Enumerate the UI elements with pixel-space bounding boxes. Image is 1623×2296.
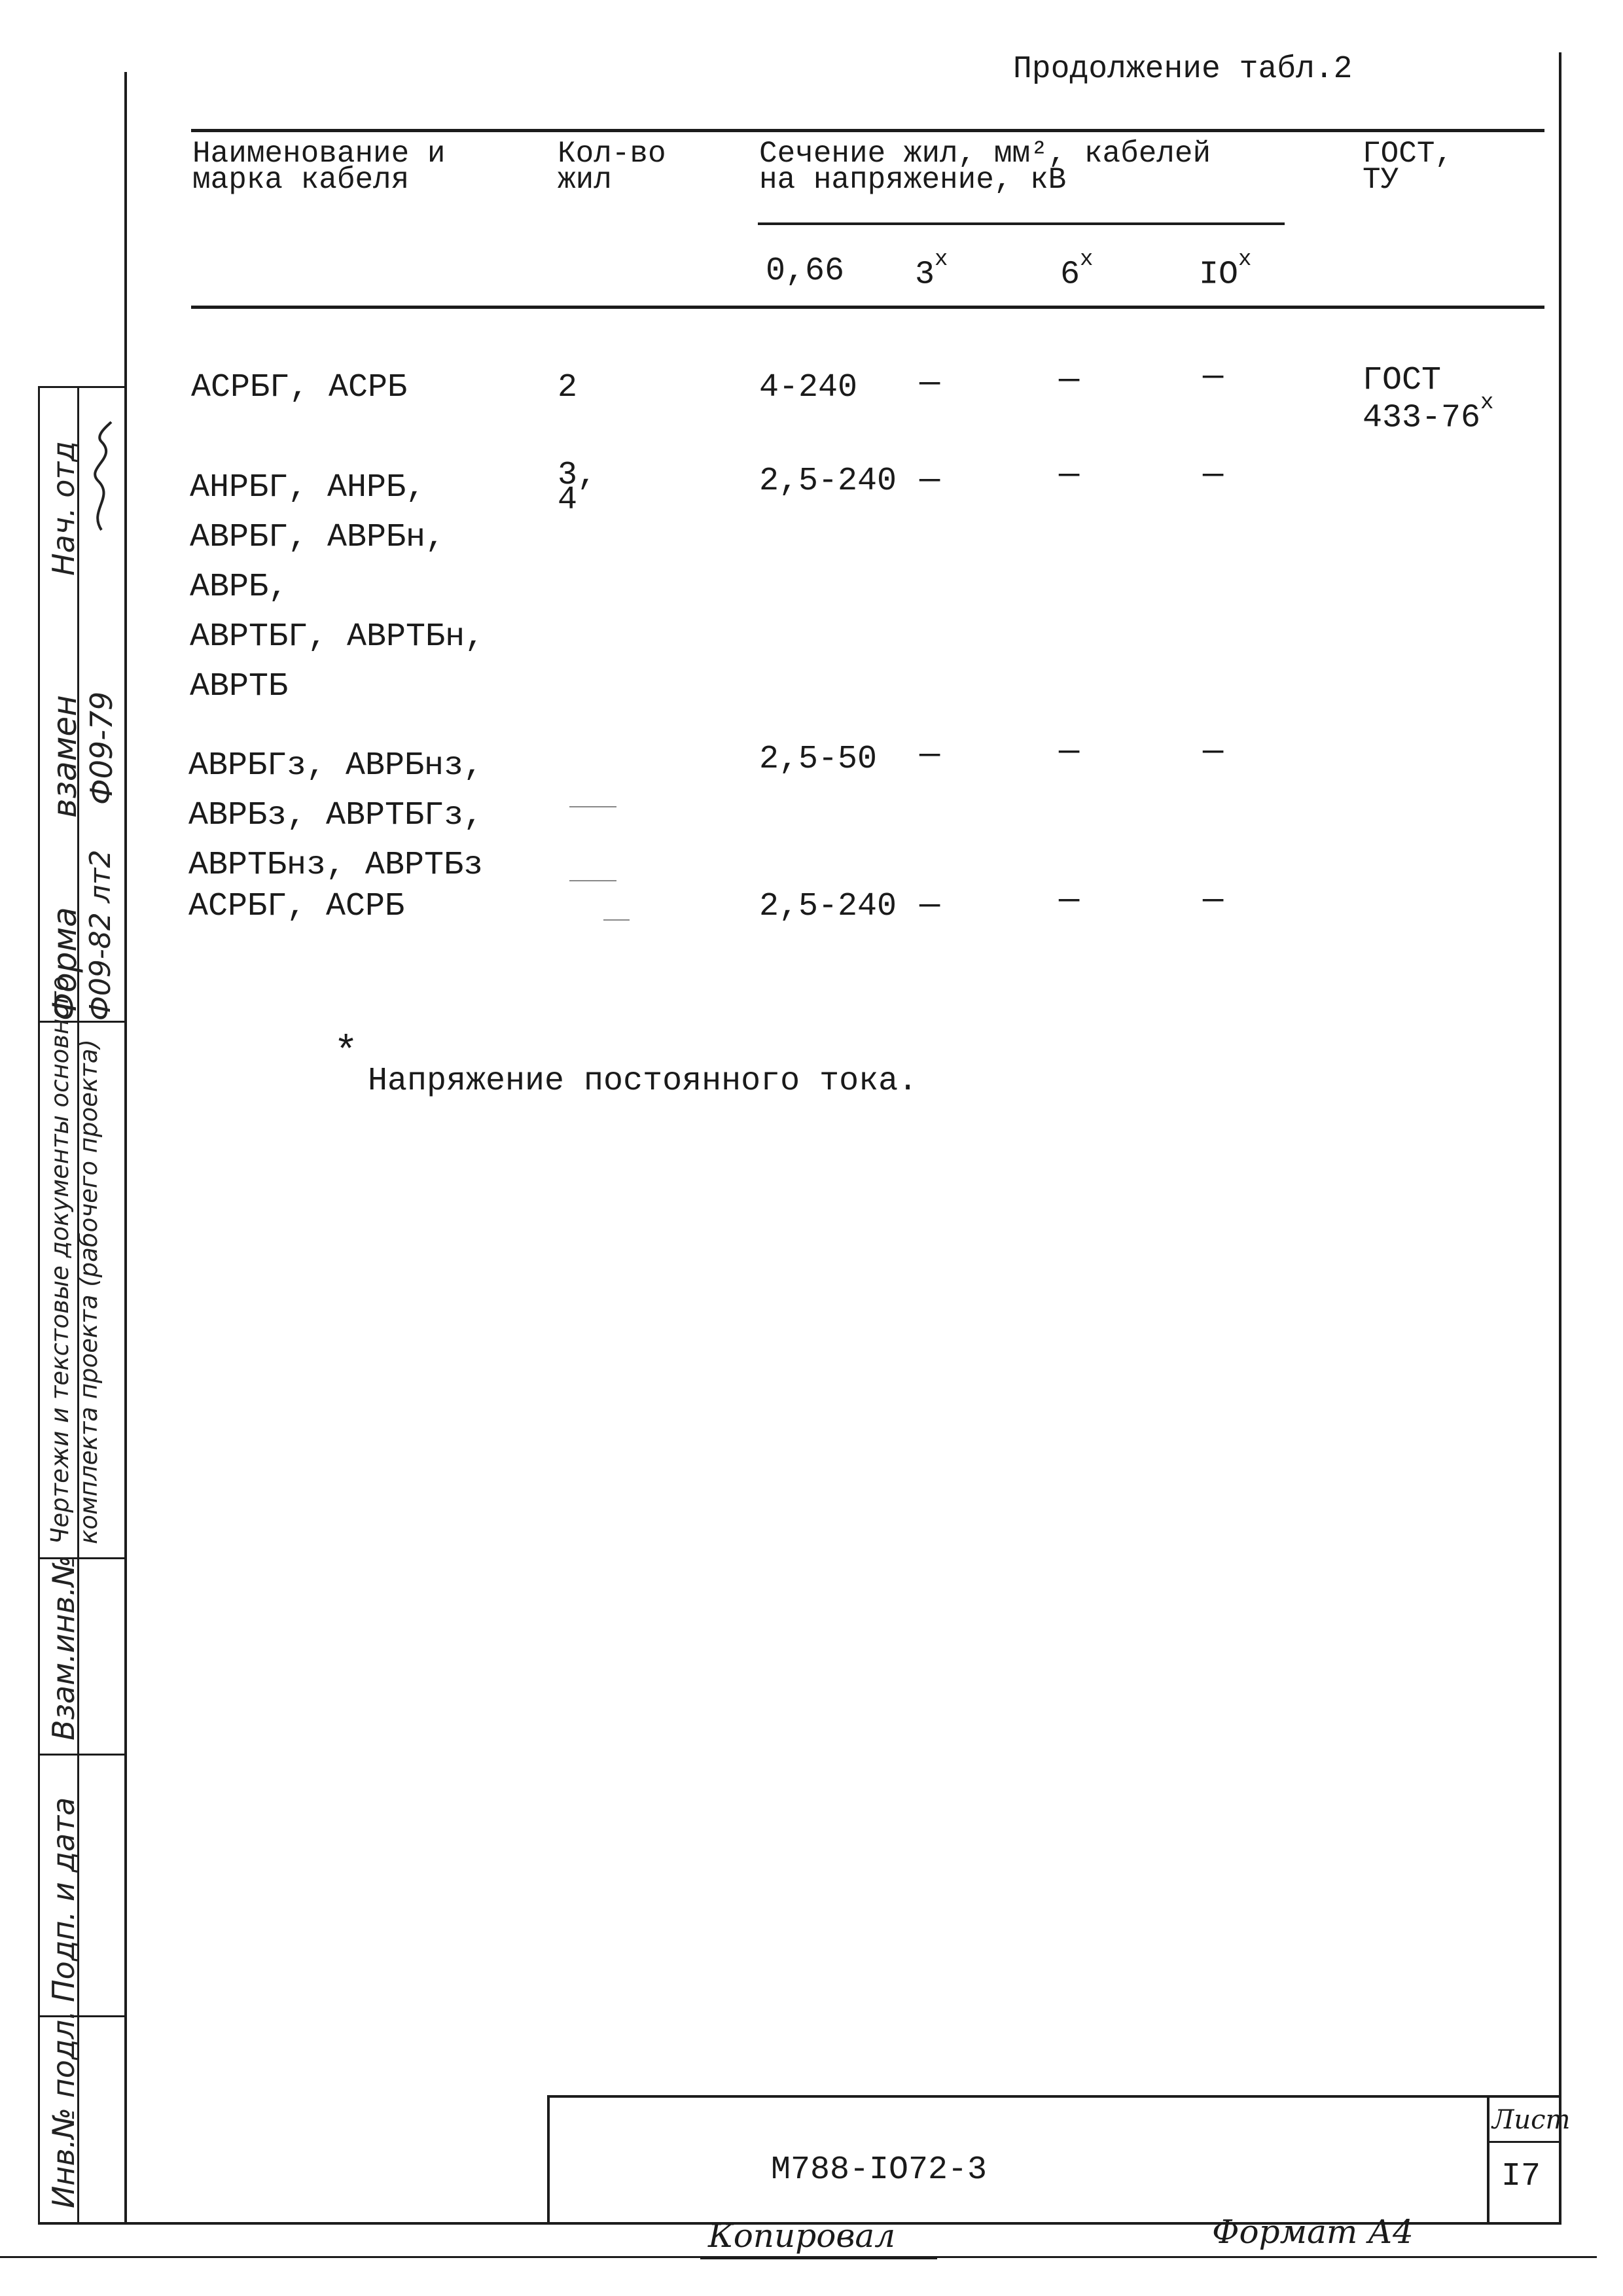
row4-cores-empty-mark bbox=[603, 919, 630, 921]
row4-v10: — bbox=[1203, 881, 1224, 919]
bottom-baseline bbox=[0, 2256, 1597, 2258]
stamp-forma: Форма bbox=[46, 907, 84, 1021]
format-label: Формат А4 bbox=[1212, 2213, 1414, 2251]
stamp-top-line bbox=[38, 386, 126, 388]
document-number: М788-IO72-3 bbox=[771, 2151, 988, 2189]
row1-gost: ГОСТ 433-76$^x$ bbox=[1363, 362, 1494, 437]
row2-cores: 3, 4 bbox=[558, 457, 597, 519]
title-block-left bbox=[547, 2095, 550, 2223]
row2-v10: — bbox=[1203, 455, 1224, 494]
stamp-column-left bbox=[38, 386, 40, 2223]
row2-v3: — bbox=[919, 461, 940, 499]
stamp-forma-code: Ф09-82 лт2 bbox=[84, 849, 117, 1021]
row2-v6: — bbox=[1059, 455, 1080, 494]
header-gost: ГОСТ, ТУ bbox=[1363, 137, 1454, 197]
row3-v6: — bbox=[1059, 732, 1080, 771]
row4-v6: — bbox=[1059, 881, 1080, 919]
voltage-6: 6$^x$ bbox=[1060, 247, 1094, 294]
sheet-number: I7 bbox=[1501, 2158, 1541, 2195]
signature-mark bbox=[82, 419, 121, 537]
table-continuation-title: Продолжение табл.2 bbox=[1013, 52, 1353, 87]
header-section: Сечение жил, мм², кабелей на напряжение, кВ bbox=[759, 137, 1211, 197]
stamp-vzamen: взамен bbox=[46, 695, 84, 818]
row3-cores-empty-mark-2 bbox=[569, 880, 616, 881]
voltage-10: $IO^x$ bbox=[1199, 247, 1252, 294]
sheet-box-left bbox=[1487, 2095, 1489, 2223]
row1-name: АСРБГ, АСРБ bbox=[191, 369, 408, 406]
table-header-bottom-rule bbox=[191, 306, 1544, 309]
row3-name: АВРБГз, АВРБнз, АВРБз, АВРТБГз, АВРТБнз, АВРТБз bbox=[188, 747, 484, 884]
row3-v3: — bbox=[919, 735, 940, 774]
row1-v6: — bbox=[1059, 361, 1080, 399]
stamp-drawings-docs: Чертежи и текстовые документы основного комплекта проекта (рабочего проекта) bbox=[46, 976, 103, 1544]
sheet-box-divider bbox=[1487, 2141, 1560, 2143]
row2-v066: 2,5-240 bbox=[759, 463, 897, 500]
row1-v066: 4-240 bbox=[759, 369, 858, 406]
frame-left-border bbox=[124, 72, 127, 2225]
row3-v066: 2,5-50 bbox=[759, 741, 878, 778]
row2-name: АНРБГ, АНРБ, АВРБГ, АВРБн, АВРБ, АВРТБГ, АВРТБн, АВРТБ bbox=[190, 469, 485, 705]
footnote-text: Напряжение постоянного тока. bbox=[368, 1063, 918, 1100]
table-top-rule bbox=[191, 129, 1544, 132]
row4-v3: — bbox=[919, 886, 940, 925]
frame-right-border bbox=[1559, 52, 1561, 2225]
row3-v10: — bbox=[1203, 732, 1224, 771]
stamp-inv-podl: Инв.№ подл. bbox=[46, 2010, 81, 2208]
stamp-divider-3 bbox=[38, 1754, 126, 1756]
stamp-vzamen-code: Ф09-79 bbox=[84, 691, 119, 805]
header-cores: Кол-во жил bbox=[558, 137, 666, 197]
stamp-nach-otd: Нач. отд bbox=[46, 441, 81, 576]
title-block-top bbox=[547, 2095, 1560, 2098]
row3-cores-empty-mark bbox=[569, 806, 616, 807]
voltage-3: 3$^x$ bbox=[915, 247, 948, 294]
section-subheader-rule bbox=[758, 222, 1285, 225]
sheet-label: Лист bbox=[1492, 2105, 1571, 2135]
row1-cores: 2 bbox=[558, 369, 578, 406]
row1-v10: — bbox=[1203, 357, 1224, 396]
voltage-0-66: 0,66 bbox=[766, 253, 845, 290]
row4-v066: 2,5-240 bbox=[759, 888, 897, 925]
stamp-podp-data: Подп. и дата bbox=[46, 1797, 81, 2002]
stamp-vzam-inv: Взам.инв.№ bbox=[46, 1555, 81, 1740]
row1-v3: — bbox=[919, 364, 940, 402]
row4-name: АСРБГ, АСРБ bbox=[188, 888, 405, 925]
footnote-asterisk: * bbox=[334, 1029, 359, 1076]
header-name: Наименование и марка кабеля bbox=[192, 137, 446, 197]
copied-by-label: Копировал bbox=[708, 2217, 896, 2255]
